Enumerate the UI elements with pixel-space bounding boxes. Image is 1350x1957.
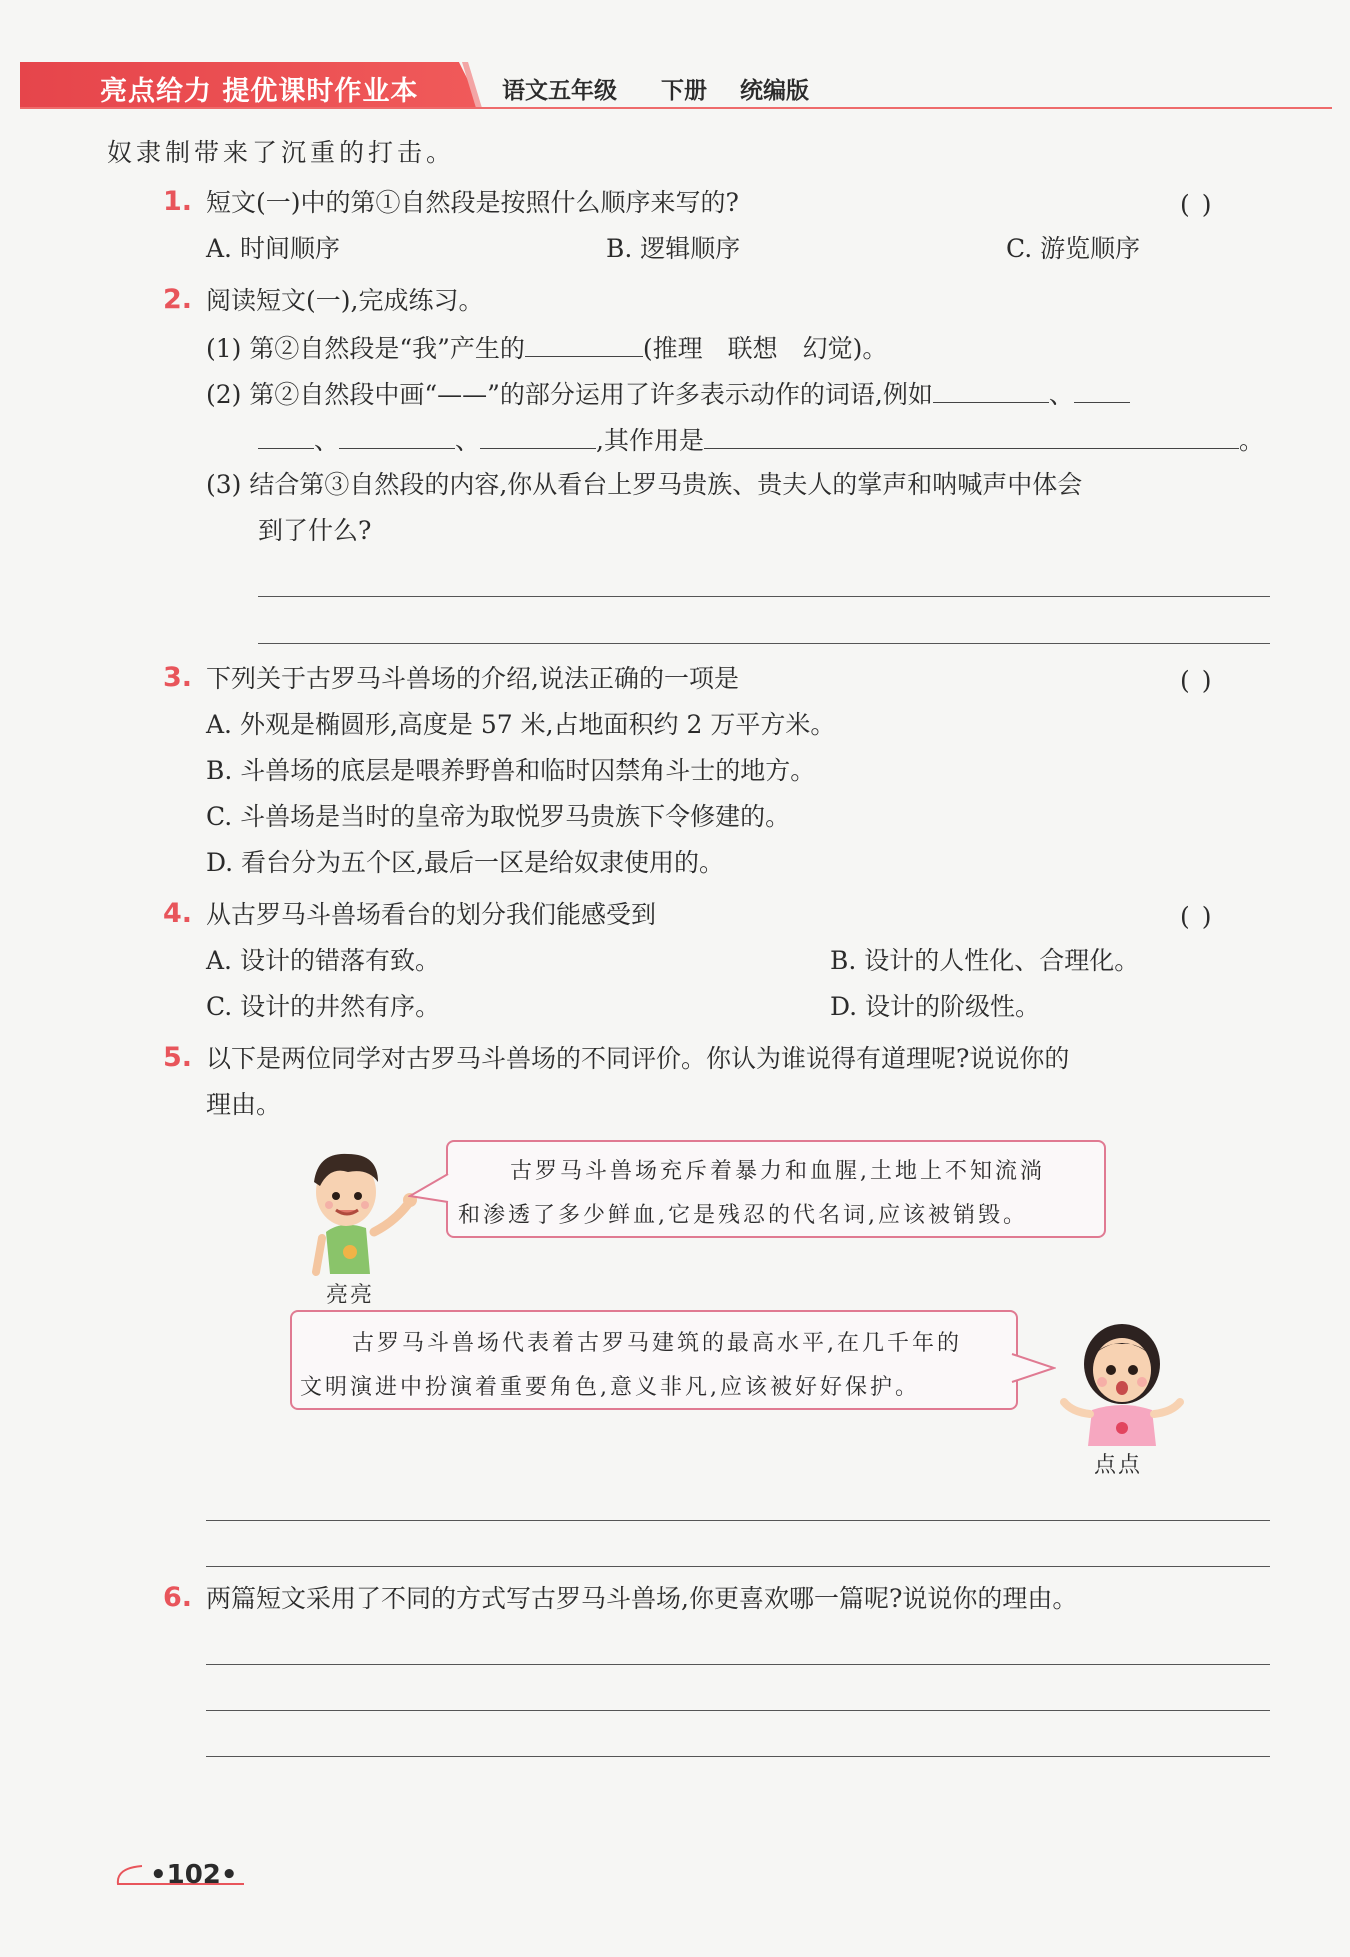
- q2-sub2-effect-blank[interactable]: [704, 426, 1239, 449]
- q1-answer-paren[interactable]: ( ): [1180, 190, 1214, 219]
- q4-option-b[interactable]: B. 设计的人性化、合理化。: [830, 946, 1140, 975]
- q4-answer-paren[interactable]: ( ): [1180, 902, 1214, 931]
- header-brand: 亮点给力 提优课时作业本: [100, 76, 419, 107]
- q3-option-c[interactable]: C. 斗兽场是当时的皇帝为取悦罗马贵族下令修建的。: [206, 802, 791, 831]
- girl-speech-line-2: 文明演进中扮演着重要角色,意义非凡,应该被好好保护。: [300, 1375, 920, 1400]
- q2-sub3-line2: 到了什么?: [258, 516, 372, 545]
- q2-sub1-blank[interactable]: [525, 334, 643, 357]
- q2-sub2-blank-4[interactable]: [480, 426, 596, 449]
- q2-sub2-line1: [206, 380, 1130, 407]
- q2-sub2-sep-3: 、: [455, 426, 481, 455]
- q2-sub3-line1: (3) 结合第③自然段的内容,你从看台上罗马贵族、贵夫人的掌声和呐喊声中体会: [206, 470, 1083, 499]
- q4-text: 从古罗马斗兽场看台的划分我们能感受到: [206, 900, 657, 929]
- header-volume: 下册: [661, 78, 707, 104]
- boy-speech-line-1: 古罗马斗兽场充斥着暴力和血腥,土地上不知流淌: [510, 1159, 1045, 1184]
- q5-answer-line-1[interactable]: [206, 1520, 1270, 1521]
- q6-answer-line-2[interactable]: [206, 1710, 1270, 1711]
- q6-number: 6.: [163, 1582, 193, 1613]
- q3-text: 下列关于古罗马斗兽场的介绍,说法正确的一项是: [206, 664, 739, 693]
- q4-option-a[interactable]: A. 设计的错落有致。: [206, 946, 440, 975]
- boy-bubble-tail: [408, 1170, 450, 1206]
- header-edition: 统编版: [740, 78, 809, 104]
- header-rule: [20, 107, 1332, 109]
- q2-answer-line-1[interactable]: [258, 596, 1270, 597]
- q2-sub2-sep-2: 、: [314, 426, 340, 455]
- q6-answer-line-3[interactable]: [206, 1756, 1270, 1757]
- q4-option-c[interactable]: C. 设计的井然有序。: [206, 992, 441, 1021]
- q2-sub2-blank-2a[interactable]: [1074, 380, 1130, 403]
- boy-illustration: [296, 1140, 432, 1280]
- q6-answer-line-1[interactable]: [206, 1664, 1270, 1665]
- q3-answer-paren[interactable]: ( ): [1180, 666, 1214, 695]
- q3-option-b[interactable]: B. 斗兽场的底层是喂养野兽和临时囚禁角斗士的地方。: [206, 756, 816, 785]
- q3-option-d[interactable]: D. 看台分为五个区,最后一区是给奴隶使用的。: [206, 848, 724, 877]
- page-number: •102•: [150, 1860, 238, 1890]
- q2-sub1-choices: (推理 联想 幻觉)。: [642, 334, 888, 363]
- boy-name: 亮亮: [326, 1283, 375, 1308]
- q4-option-d[interactable]: D. 设计的阶级性。: [830, 992, 1041, 1021]
- q2-sub1: [206, 334, 887, 361]
- q5-line1: 以下是两位同学对古罗马斗兽场的不同评价。你认为谁说得有道理呢?说说你的: [206, 1044, 1070, 1073]
- q2-sub2-text: (2) 第②自然段中画“——”的部分运用了许多表示动作的词语,例如: [206, 380, 933, 409]
- q2-sub2-effect-label: ,其作用是: [596, 426, 704, 455]
- q2-sub2-end: 。: [1238, 426, 1264, 455]
- q5-line2: 理由。: [206, 1090, 282, 1119]
- q5-answer-line-2[interactable]: [206, 1566, 1270, 1567]
- q2-sub2-blank-2b[interactable]: [258, 426, 314, 449]
- girl-name: 点点: [1094, 1453, 1143, 1478]
- boy-speech-line-2: 和渗透了多少鲜血,它是残忍的代名词,应该被销毁。: [458, 1203, 1028, 1228]
- q2-sub2-line2: [258, 426, 1264, 453]
- q2-sub2-blank-1[interactable]: [933, 380, 1049, 403]
- girl-bubble-tail: [1010, 1352, 1056, 1386]
- q1-option-c[interactable]: C. 游览顺序: [1006, 234, 1141, 263]
- q2-sub2-sep-1: 、: [1048, 380, 1074, 409]
- q1-text: 短文(一)中的第①自然段是按照什么顺序来写的?: [206, 188, 739, 217]
- q6-text: 两篇短文采用了不同的方式写古罗马斗兽场,你更喜欢哪一篇呢?说说你的理由。: [206, 1584, 1078, 1613]
- q3-option-a[interactable]: A. 外观是椭圆形,高度是 57 米,占地面积约 2 万平方米。: [206, 710, 836, 739]
- q2-sub1-text: (1) 第②自然段是“我”产生的: [206, 334, 525, 363]
- q1-number: 1.: [163, 186, 193, 217]
- girl-speech-line-1: 古罗马斗兽场代表着古罗马建筑的最高水平,在几千年的: [352, 1331, 962, 1356]
- q1-option-b[interactable]: B. 逻辑顺序: [606, 234, 741, 263]
- q2-sub2-blank-3[interactable]: [339, 426, 455, 449]
- girl-illustration: [1052, 1306, 1192, 1448]
- q3-number: 3.: [163, 662, 193, 693]
- intro-line: 奴隶制带来了沉重的打击。: [107, 138, 456, 167]
- q4-number: 4.: [163, 898, 193, 929]
- q2-answer-line-2[interactable]: [258, 643, 1270, 644]
- q1-option-a[interactable]: A. 时间顺序: [206, 234, 340, 263]
- header-subject: 语文五年级: [502, 78, 617, 104]
- q5-number: 5.: [163, 1042, 193, 1073]
- q2-number: 2.: [163, 284, 193, 315]
- q2-text: 阅读短文(一),完成练习。: [206, 286, 484, 315]
